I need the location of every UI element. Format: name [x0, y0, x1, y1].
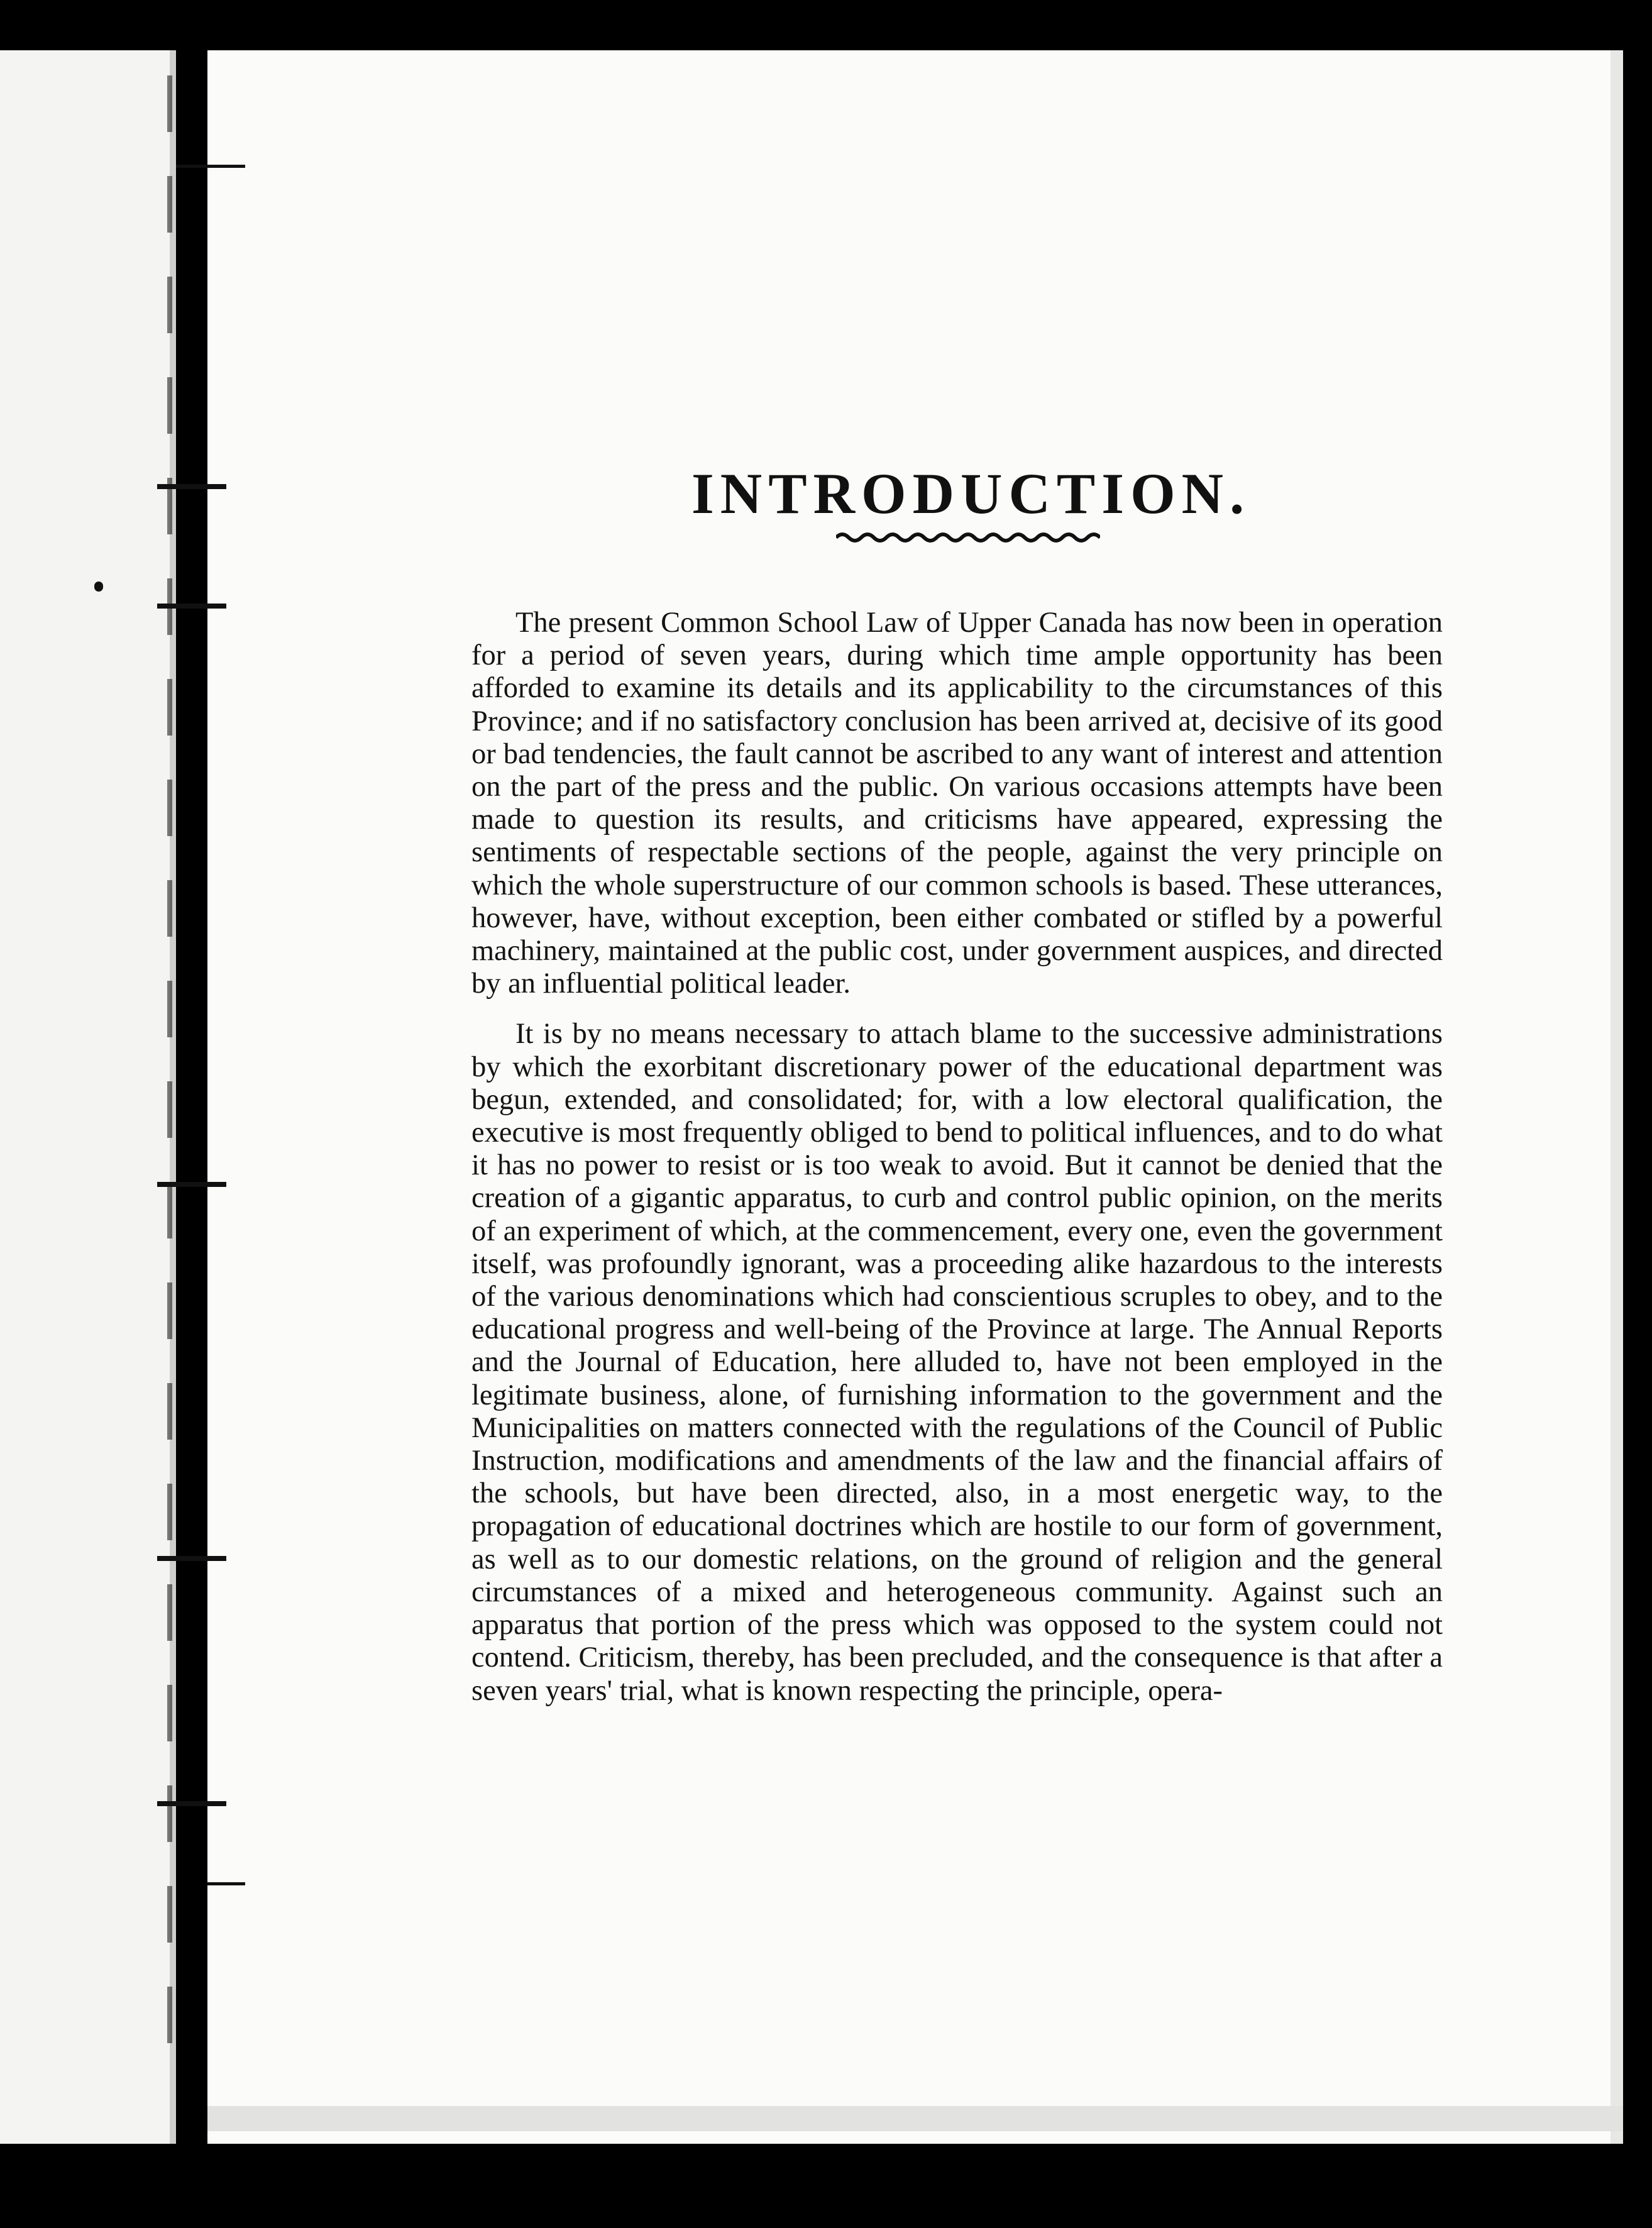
stitch-mark: [157, 604, 226, 609]
stitch-mark: [157, 484, 226, 489]
paragraph-2: It is by no means necessary to attach blame to the successive administrations by which the exorbitant discretionary power of the educational department was begun, extended, and consolidated; for, with a low electoral qualification, the executive is most frequently obliged to bend to political influences, and to do what it has no power to resist or is too weak to avoid. But it cannot be denied that the creation of a gigantic apparatus, to curb and control public opinion, on the merits of an experiment of which, at the commencement, every one, even the government itself, was profoundly ignorant, was a proceeding alike hazardous to the interests of the various denominations which had conscientious scruples to obey, and to the educational progress and well-being of the Province at large. The Annual Reports and the Journal of Education, here alluded to, have not been employed in the legitimate business, alone, of furnishing information to the government and the Municipalities on matters connected with the regulations of the Council of Public Instruction, modifications and amendments of the law and the financial affairs of the schools, but have been directed, also, in a most energetic way, to the propagation of educational doctrines which are hostile to our form of government, as well as to our domestic relations, on the ground of religion and the general circumstances of a mixed and heterogeneous community. Against such an apparatus that portion of the press which was opposed to the system could not contend. Criticism, thereby, has been precluded, and the consequence is that after a seven years' trial, what is known respecting the principle, opera-: [471, 1018, 1443, 1707]
binding-stitches: [167, 75, 172, 2087]
page-edge-shadow: [1611, 50, 1623, 2144]
stitch-mark: [207, 1882, 245, 1885]
stitch-mark: [157, 1801, 226, 1806]
stitch-mark: [94, 582, 103, 592]
stitch-mark: [176, 165, 245, 168]
left-page-edge: [0, 50, 170, 2144]
stitch-mark: [157, 1556, 226, 1561]
body-text: [471, 607, 1443, 1707]
stitch-mark: [157, 1182, 226, 1187]
chapter-heading: INTRODUCTION.: [691, 461, 1251, 526]
paragraph-1: The present Common School Law of Upper Canada has now been in operation for a period of seven years, during which time ample opportunity has been afforded to examine its details and its applicability to the circumstances of this Province; and if no satisfactory conclusion has been arrived at, decisive of its good or bad tendencies, the fault cannot be ascribed to any want of interest and attention on the part of the press and the public. On various occasions attempts have been made to question its results, and criticisms have appeared, expressing the sentiments of respectable sections of the people, against the very principle on which the whole superstructure of our common schools is based. These utterances, however, have, without exception, been either combated or stifled by a powerful machinery, maintained at the public cost, under government auspices, and directed by an influential political leader.: [471, 607, 1443, 1000]
heading-ornament-rule: [836, 528, 1100, 547]
page-bottom-edge: [207, 2106, 1623, 2131]
